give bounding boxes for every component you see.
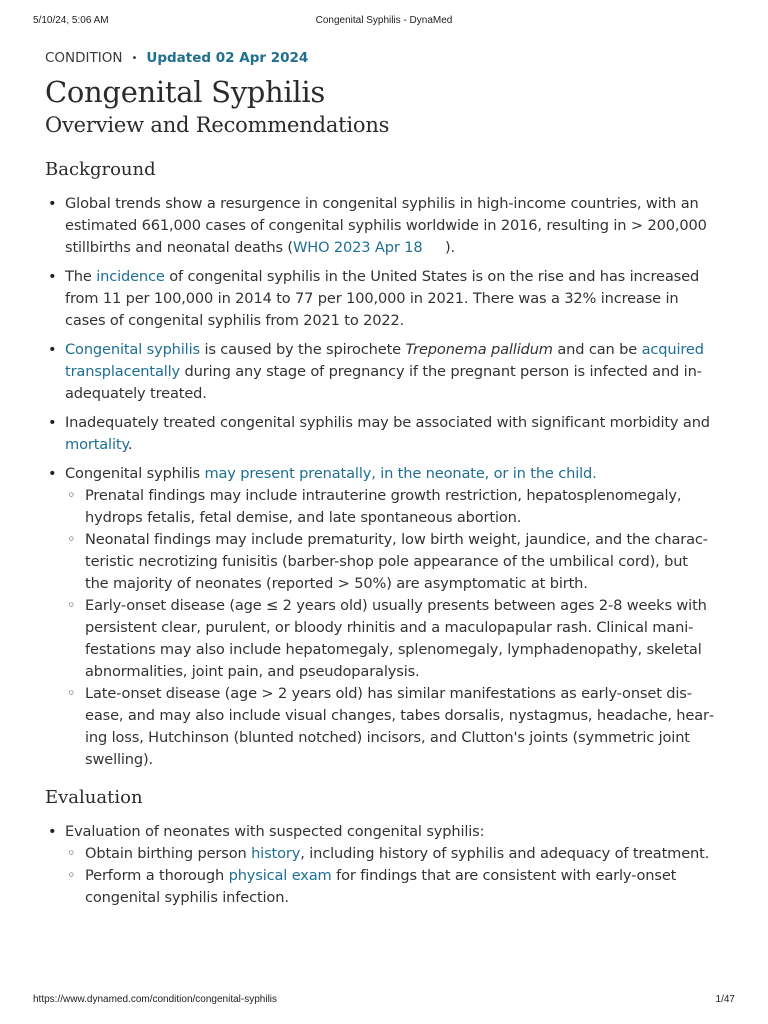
sub-list-item: ◦ Neonatal findings may include prematurity, low birth weight, jaundice, and the characteristic necrotizing funisitis (barber-shop pole appearance of the umbilical cord), but the majority of neonates (reported > 50%) are asymptomatic at birth. (65, 529, 715, 595)
list-item-text: is caused by the spirochete (199, 341, 406, 358)
list-item (45, 821, 715, 909)
evaluation-sublist (65, 843, 715, 909)
list-item-text: Obtain birthing person (85, 845, 252, 862)
sub-list-item: ◦ Early-onset disease (age ≤ 2 years old) usually presents between ages 2-8 weeks with persistent clear, purulent, or bloody rhinitis and a maculopapular rash. Clinical manifestations may also include hepatomegaly, splenomegaly, lymphadenopathy, skeletal abnormalities, joint pain, and pseudoparalysis. (65, 595, 715, 683)
page-title: Congenital Syphilis (45, 75, 325, 109)
presentation-sublist (65, 485, 715, 771)
background-list (45, 193, 715, 771)
list-item-text: and can be (552, 341, 642, 358)
list-item (45, 193, 715, 259)
list-item-text: ). (444, 239, 455, 256)
transplacental-link[interactable]: acquired transplacentally (65, 341, 704, 380)
print-url: https://www.dynamed.com/condition/congenital-syphilis (33, 994, 278, 1005)
sub-list-item: ◦ Prenatal findings may include intrauterine growth restriction, hepatosplenomegaly, hydrops fetalis, fetal demise, and late spontaneous abortion. (65, 485, 715, 529)
page-number: 1/47 (715, 994, 735, 1005)
evaluation-list (45, 821, 715, 909)
history-link[interactable]: history (251, 845, 301, 862)
who-reference-link[interactable]: WHO 2023 Apr 18 (292, 239, 423, 256)
sub-list-item (65, 843, 715, 865)
meta-separator: • (131, 52, 138, 64)
list-item-text: . (127, 436, 133, 453)
list-item-text: , including history of syphilis and adequacy of treatment. (300, 845, 710, 862)
list-item-text: Global trends show a resurgence in congenital syphilis in high-income countries, with an estimated 661,000 cases of congenital syphilis worldwide in 2016, resulting in > 200,000 stillbirths and neonatal deaths ( (65, 195, 707, 256)
list-item (45, 412, 715, 456)
list-item-text: The (65, 268, 97, 285)
list-item (45, 266, 715, 332)
mortality-link[interactable]: mortality (65, 436, 128, 453)
updated-date: Updated 02 Apr 2024 (146, 50, 309, 66)
evaluation-heading: Evaluation (45, 787, 143, 808)
page-subtitle: Overview and Recommendations (45, 113, 390, 137)
list-item-text: Inadequately treated congenital syphilis may be associated with significant morbidity and (65, 414, 710, 431)
list-item-text: of congenital syphilis in the United States is on the rise and has increased from 11 per 100,000 in 2014 to 77 per 100,000 in 2021. There was a 32% increase in cases of congenital syphilis from 2021 to 2022. (65, 268, 700, 329)
physical-exam-link[interactable]: physical exam (228, 867, 332, 884)
article (45, 48, 715, 916)
list-item-text: Evaluation of neonates with suspected congenital syphilis: (65, 823, 485, 840)
list-item (45, 463, 715, 771)
article-meta (45, 48, 715, 68)
sub-list-item (65, 865, 715, 909)
list-item (45, 339, 715, 405)
list-item-text: for findings that are consistent with early-onset congenital syphilis infection. (85, 867, 677, 906)
content-type-label: CONDITION (45, 50, 123, 66)
list-item-text: Congenital syphilis (65, 465, 205, 482)
evaluation-section (45, 785, 715, 909)
print-date: 5/10/24, 5:06 AM (33, 15, 109, 26)
incidence-link[interactable]: incidence (96, 268, 165, 285)
species-name: Treponema pallidum (405, 341, 553, 358)
list-item-text: during any stage of pregnancy if the pregnant person is infected and inadequately treated. (65, 363, 702, 402)
sub-list-item: ◦ Late-onset disease (age > 2 years old) has similar manifestations as early-onset disease, and may also include visual changes, tabes dorsalis, nystagmus, headache, hearing loss, Hutchinson (blunted notched) incisors, and Clutton's joints (symmetric joint swelling). (65, 683, 715, 771)
congenital-syphilis-link[interactable]: Congenital syphilis (65, 341, 200, 358)
background-section (45, 157, 715, 771)
print-header (33, 15, 735, 29)
print-title: Congenital Syphilis - DynaMed (315, 15, 453, 26)
presentation-link[interactable]: may present prenatally, in the neonate, or in the child. (204, 465, 597, 482)
print-footer (33, 994, 735, 1008)
list-item-text: Perform a thorough (85, 867, 229, 884)
background-heading: Background (45, 159, 156, 180)
